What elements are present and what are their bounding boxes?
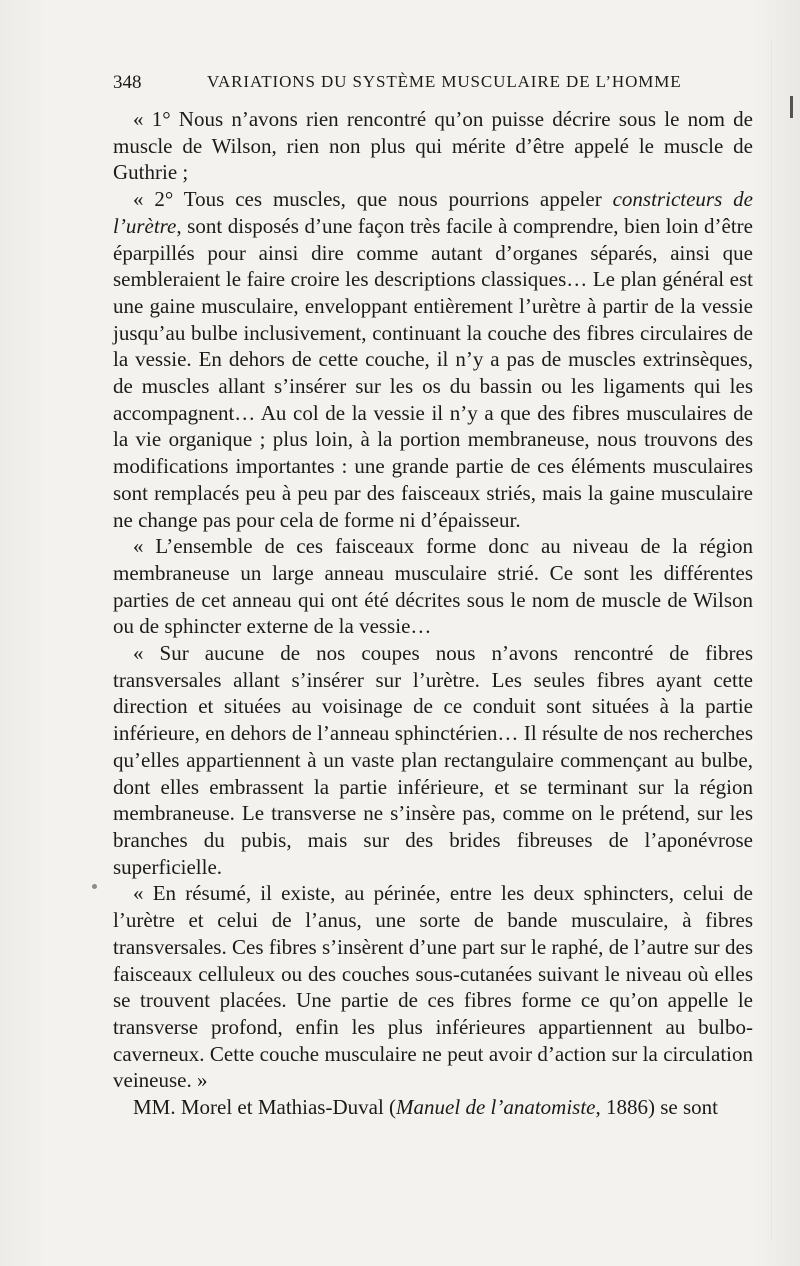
paragraph-6-text-after: , 1886) se sont	[595, 1095, 719, 1120]
paragraph-6	[113, 1094, 753, 1121]
paragraph-1	[113, 106, 753, 186]
running-header	[113, 72, 753, 96]
paragraph-5	[113, 880, 753, 1094]
paragraph-3	[113, 533, 753, 640]
paragraph-4	[113, 640, 753, 880]
page-edge-mark	[790, 96, 793, 118]
page-shadow-line	[771, 40, 772, 1240]
body-text	[113, 106, 753, 1121]
page-number: 348	[113, 72, 142, 93]
paragraph-2-text-after: , sont disposés d’une façon très facile à comprendre, bien loin d’être éparpillés pour ainsi dire comme autant d’organes séparés, ainsi que sembleraient le faire croire les descriptions classiques… Le plan général est une gaine musculaire, enveloppant entièrement l’urètre à partir de la vessie jusqu’au bulbe inclusivement, continuant la couche des fibres circulaires de la vessie. En dehors de cette couche, il n’y a pas de muscles extrinsèques, de muscles allant s’insérer sur les os du bassin ou les ligaments qui les accompagnent… Au col de la vessie il n’y a que des fibres musculaires de la vie organique ; plus loin, à la portion membraneuse, nous trouvons des modifications importantes : une grande partie de ces éléments musculaires sont remplacés peu à peu par des faisceaux striés, mais la gaine musculaire ne change pas pour cela de forme ni d’épaisseur.	[113, 213, 753, 532]
paragraph-2-text-before: « 2° Tous ces muscles, que nous pourrions appeler	[133, 187, 613, 212]
paragraph-2	[113, 186, 753, 533]
paragraph-6-italic-title: Manuel de l’anatomiste	[396, 1095, 596, 1120]
paragraph-2-italic-term: constricteurs de l’urètre	[113, 187, 753, 238]
paragraph-5-text: « En résumé, il existe, au périnée, entre les deux sphincters, celui de l’urètre et celui de l’anus, une sorte de bande musculaire, à fibres transversales. Ces fibres s’insèrent d’une part sur le raphé, de l’autre sur des faisceaux celluleux ou des couches sous-cutanées suivant le niveau où elles se trouvent placées. Une partie de ces fibres forme ce qu’on appelle le transverse profond, enfin les plus inférieures appartiennent au bulbo-caverneux. Cette couche musculaire ne peut avoir d’action sur la circulation veineuse. »	[113, 881, 753, 1093]
margin-dot	[92, 884, 97, 889]
paragraph-6-text-before: MM. Morel et Mathias-Duval (	[133, 1095, 397, 1120]
running-title: VARIATIONS DU SYSTÈME MUSCULAIRE DE L’HOMME	[207, 72, 682, 91]
paragraph-3-text: « L’ensemble de ces faisceaux forme donc au niveau de la région membraneuse un large anneau musculaire strié. Ce sont les différentes parties de cet anneau qui ont été décrites sous le nom de muscle de Wilson ou de sphincter externe de la vessie…	[113, 534, 753, 639]
paragraph-1-text: « 1° Nous n’avons rien rencontré qu’on puisse décrire sous le nom de muscle de Wilson, rien non plus qui mérite d’être appelé le muscle de Guthrie ;	[113, 107, 753, 185]
paragraph-4-text: « Sur aucune de nos coupes nous n’avons rencontré de fibres transversales allant s’insérer sur l’urètre. Les seules fibres ayant cette direction et situées au voisinage de ce conduit sont situées à la partie inférieure, en dehors de l’anneau sphinctérien… Il résulte de nos recherches qu’elles appartiennent à un vaste plan rectangulaire commençant au bulbe, dont elles embrassent la partie inférieure, et se terminant sur la région membraneuse. Le transverse ne s’insère pas, comme on le prétend, sur les branches du pubis, mais sur des brides fibreuses de l’aponévrose superficielle.	[113, 641, 753, 879]
